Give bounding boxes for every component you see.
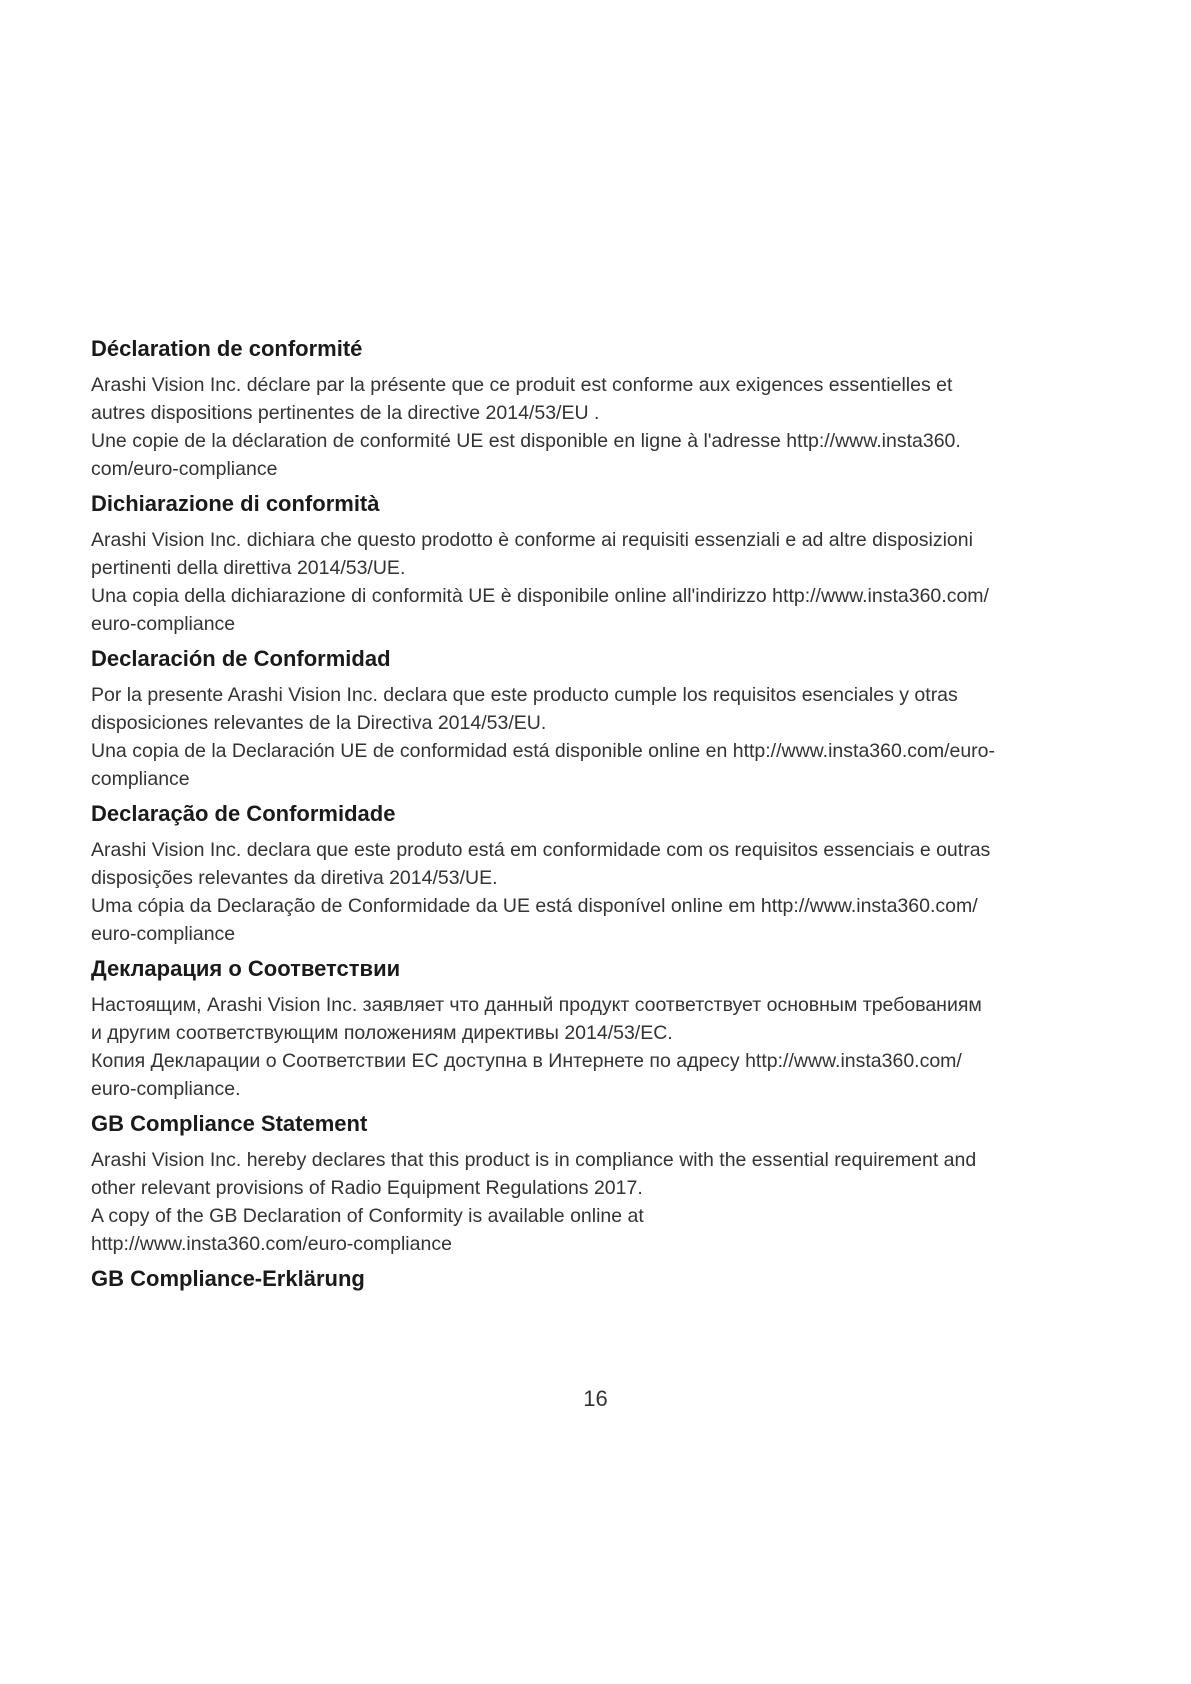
section-line: A copy of the GB Declaration of Conformity is available online at (91, 1205, 644, 1227)
section-line: compliance (91, 768, 190, 790)
section-ru (91, 955, 1101, 1103)
section-line: pertinenti della direttiva 2014/53/UE. (91, 557, 406, 579)
section-fr (91, 335, 1101, 483)
section-heading: GB Compliance Statement (91, 1111, 368, 1136)
section-line: Arashi Vision Inc. déclare par la présente que ce produit est conforme aux exigences essentielles et (91, 374, 953, 396)
page-number: 16 (583, 1386, 608, 1411)
section-pt (91, 800, 1101, 948)
section-es (91, 645, 1101, 793)
section-it (91, 490, 1101, 638)
section-heading: Dichiarazione di conformità (91, 491, 380, 516)
document-body (91, 335, 1101, 1301)
section-line: disposições relevantes da diretiva 2014/53/UE. (91, 867, 498, 889)
section-line: и другим соответствующим положениям директивы 2014/53/EC. (91, 1022, 673, 1044)
section-line: Una copia de la Declaración UE de conformidad está disponible online en http://www.insta360.com/euro- (91, 740, 996, 762)
section-heading: Декларация о Соответствии (91, 956, 401, 981)
section-line: autres dispositions pertinentes de la directive 2014/53/EU . (91, 402, 600, 424)
section-line: Una copia della dichiarazione di conformità UE è disponibile online all'indirizzo http://www.insta360.com/ (91, 585, 989, 607)
section-line: Копия Декларации о Соответствии ЕС доступна в Интернете по адресу http://www.insta360.com/ (91, 1050, 962, 1072)
section-line: Arashi Vision Inc. declara que este produto está em conformidade com os requisitos essenciais e outras (91, 839, 991, 861)
section-gb-de (91, 1265, 1101, 1293)
section-line: euro-compliance (91, 613, 236, 635)
section-heading: GB Compliance-Erklärung (91, 1266, 365, 1291)
section-line: Arashi Vision Inc. hereby declares that this product is in compliance with the essential requirement and (91, 1149, 977, 1171)
section-line: com/euro-compliance (91, 458, 278, 480)
section-heading: Déclaration de conformité (91, 336, 363, 361)
section-heading: Declaração de Conformidade (91, 801, 396, 826)
section-line: Arashi Vision Inc. dichiara che questo prodotto è conforme ai requisiti essenziali e ad altre disposizioni (91, 529, 973, 551)
section-heading: Declaración de Conformidad (91, 646, 391, 671)
section-line: Настоящим, Arashi Vision Inc. заявляет что данный продукт соответствует основным требованиям (91, 994, 982, 1016)
section-gb (91, 1110, 1101, 1258)
section-line: Uma cópia da Declaração de Conformidade da UE está disponível online em http://www.insta360.com/ (91, 895, 978, 917)
section-line: http://www.insta360.com/euro-compliance (91, 1233, 452, 1255)
section-line: euro-compliance (91, 923, 236, 945)
section-line: euro-compliance. (91, 1078, 241, 1100)
section-line: Por la presente Arashi Vision Inc. declara que este producto cumple los requisitos esenciales y otras (91, 684, 958, 706)
section-line: disposiciones relevantes de la Directiva 2014/53/EU. (91, 712, 547, 734)
section-line: Une copie de la déclaration de conformité UE est disponible en ligne à l'adresse http://www.insta360. (91, 430, 961, 452)
section-line: other relevant provisions of Radio Equipment Regulations 2017. (91, 1177, 643, 1199)
